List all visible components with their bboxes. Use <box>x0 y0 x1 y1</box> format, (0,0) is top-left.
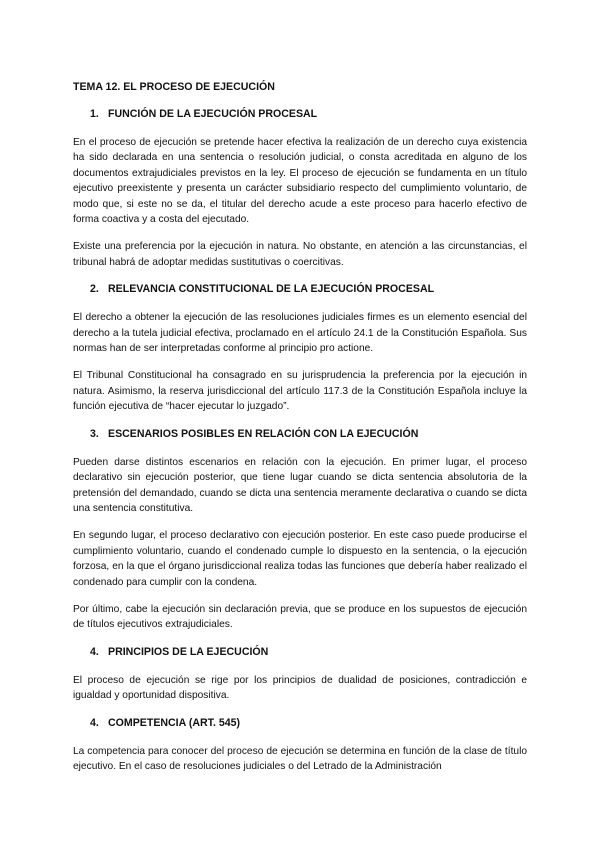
section-number: 2. <box>90 283 99 296</box>
paragraph: En segundo lugar, el proceso declarativo con ejecución posterior. En este caso puede producirse el cumplimiento voluntario, cuando el condenado cumple lo dispuesto en la sentencia, o la ejecución forzosa, en la que el órgano jurisdiccional realiza todas las funciones que debería haber realizado el condenado para cumplir con la condena. <box>73 530 527 588</box>
section-title: COMPETENCIA (ART. 545) <box>108 716 241 729</box>
document-content <box>73 80 527 786</box>
paragraph: Pueden darse distintos escenarios en relación con la ejecución. En primer lugar, el proceso declarativo sin ejecución posterior, que tiene lugar cuando se dicta sentencia absolutoria de la pretensión del demandado, cuando se dicta una sentencia meramente declarativa o cuando se dicta una sentencia constitutiva. <box>73 456 527 514</box>
section-title: FUNCIÓN DE LA EJECUCIÓN PROCESAL <box>108 108 318 120</box>
section-number: 4. <box>90 716 99 729</box>
paragraph: Existe una preferencia por la ejecución in natura. No obstante, en atención a las circunstancias, el tribunal habrá de adoptar medidas sustitutivas o coercitivas. <box>73 241 527 268</box>
section-number: 4. <box>90 645 99 658</box>
section-title: ESCENARIOS POSIBLES EN RELACIÓN CON LA EJECUCIÓN <box>108 427 419 440</box>
section-number: 3. <box>90 427 99 440</box>
section-heading <box>73 645 527 659</box>
section-heading <box>73 107 527 121</box>
section-number: 1. <box>90 108 99 120</box>
section-heading <box>73 427 527 441</box>
paragraph: En el proceso de ejecución se pretende hacer efectiva la realización de un derecho cuya existencia ha sido declarada en una sentencia o resolución judicial, o consta acreditada en alguno de los documentos extrajudiciales previstos en la ley. El proceso de ejecución se fundamenta en un título ejecutivo preexistente y presenta un carácter subsidiario respecto del cumplimiento voluntario, de modo que, si este no se da, el titular del derecho acude a este proceso para hacerlo efectivo de forma coactiva y a costa del ejecutado. <box>73 137 527 226</box>
paragraph: El Tribunal Constitucional ha consagrado en su jurisprudencia la preferencia por la ejecución in natura. Asimismo, la reserva jurisdiccional del artículo 117.3 de la Constitución Española incluye la función ejecutiva de “hacer ejecutar lo juzgado”. <box>73 370 527 413</box>
section-title: RELEVANCIA CONSTITUCIONAL DE LA EJECUCIÓN PROCESAL <box>108 283 435 296</box>
paragraph: El derecho a obtener la ejecución de las resoluciones judiciales firmes es un elemento esencial del derecho a la tutela judicial efectiva, proclamado en el artículo 24.1 de la Constitución Española. Sus normas han de ser interpretadas conforme al principio pro actione. <box>73 312 527 355</box>
paragraph: Por último, cabe la ejecución sin declaración previa, que se produce en los supuestos de ejecución de títulos ejecutivos extrajudiciales. <box>73 603 527 631</box>
paragraph: La competencia para conocer del proceso de ejecución se determina en función de la clase de título ejecutivo. En el caso de resoluciones judiciales o del Letrado de la Administración <box>73 745 527 772</box>
paragraph: El proceso de ejecución se rige por los principios de dualidad de posiciones, contradicción e igualdad y oportunidad dispositiva. <box>73 674 527 702</box>
section-title: PRINCIPIOS DE LA EJECUCIÓN <box>108 645 269 658</box>
document-title: TEMA 12. EL PROCESO DE EJECUCIÓN <box>73 81 275 93</box>
section-heading <box>73 282 527 296</box>
section-heading <box>73 716 527 730</box>
